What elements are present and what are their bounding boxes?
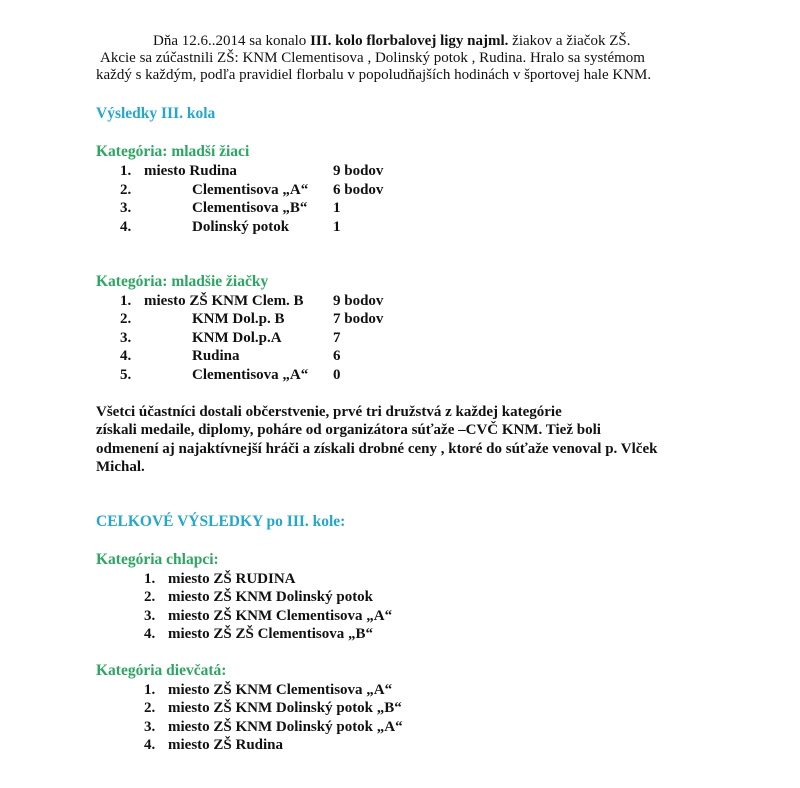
intro-line-1-pre: Dňa 12.6..2014 sa konalo [153,33,311,49]
boys-row-num: 4. [120,219,132,235]
girls-row-score: 7 [333,330,341,346]
girls-row-team: Rudina [192,348,240,364]
girls-row-num: 5. [120,367,132,383]
boys-row-score: 1 [333,200,341,216]
girls-row-score: 7 bodov [333,311,384,327]
girls-row-num: 3. [120,330,132,346]
results-heading: Výsledky III. kola [96,105,216,122]
girls-category-heading: Kategória: mladšie žiačky [96,273,269,290]
boys-row-team: Dolinský potok [192,219,290,235]
boys-row-num: 3. [120,200,132,216]
overall-boys-item: miesto ZŠ KNM Dolinský potok [168,589,374,605]
girls-row-score: 6 [333,348,341,364]
summary-line-3: odmenení aj najaktívnejší hráči a získali drobné ceny , ktoré do súťaže venoval p. Vlček [96,441,658,457]
girls-row-team: miesto ZŠ KNM Clem. B [144,293,304,309]
girls-row-team: KNM Dol.p.A [192,330,282,346]
boys-row-num: 1. [120,163,132,179]
overall-girls-item: miesto ZŠ KNM Dolinský potok „B“ [168,700,402,716]
intro-line-3: každý s každým, podľa pravidiel florbalu v popoludňajších hodinách v športovej hale KNM. [96,67,652,83]
girls-row-team: KNM Dol.p. B [192,311,285,327]
girls-row-score: 0 [333,367,341,383]
overall-girls-item: miesto ZŠ KNM Dolinský potok „A“ [168,719,403,735]
boys-row-team: Clementisova „B“ [192,200,308,216]
intro-line-1-bold: III. kolo florbalovej ligy najml. [310,33,509,49]
overall-girls-item-num: 2. [144,700,156,716]
boys-row-score: 9 bodov [333,163,384,179]
summary-line-1: Všetci účastníci dostali občerstvenie, prvé tri družstvá z každej kategórie [96,404,562,420]
girls-row-num: 4. [120,348,132,364]
overall-boys-item-num: 2. [144,589,156,605]
intro-line-1-post: žiakov a žiačok ZŠ. [508,33,631,49]
girls-row-team: Clementisova „A“ [192,367,309,383]
overall-girls-item: miesto ZŠ Rudina [168,737,284,753]
boys-row-team: miesto Rudina [144,163,237,179]
overall-boys-item: miesto ZŠ KNM Clementisova „A“ [168,608,393,624]
overall-girls-item-num: 4. [144,737,156,753]
overall-girls-item-num: 3. [144,719,156,735]
boys-row-num: 2. [120,182,132,198]
overall-girls-heading: Kategória dievčatá: [96,662,227,679]
overall-results-heading: CELKOVÉ VÝSLEDKY po III. kole: [96,513,346,530]
overall-boys-item-num: 1. [144,571,156,587]
summary-line-2: získali medaile, diplomy, poháre od organizátora súťaže –CVČ KNM. Tiež boli [96,422,601,438]
boys-category-heading: Kategória: mladší žiaci [96,143,250,160]
overall-girls-item-num: 1. [144,682,156,698]
intro-line-1 [153,33,630,50]
boys-row-team: Clementisova „A“ [192,182,309,198]
overall-boys-heading: Kategória chlapci: [96,551,219,568]
girls-row-num: 2. [120,311,132,327]
overall-boys-item-num: 4. [144,626,156,642]
intro-line-2: Akcie sa zúčastnili ZŠ: KNM Clementisova , Dolinský potok , Rudina. Hralo sa systémom [100,50,645,66]
girls-row-num: 1. [120,293,132,309]
boys-row-score: 1 [333,219,341,235]
overall-boys-item: miesto ZŠ RUDINA [168,571,296,587]
overall-boys-item: miesto ZŠ ZŠ Clementisova „B“ [168,626,374,642]
overall-girls-item: miesto ZŠ KNM Clementisova „A“ [168,682,393,698]
boys-row-score: 6 bodov [333,182,384,198]
summary-line-4: Michal. [96,459,145,475]
girls-row-score: 9 bodov [333,293,384,309]
overall-boys-item-num: 3. [144,608,156,624]
